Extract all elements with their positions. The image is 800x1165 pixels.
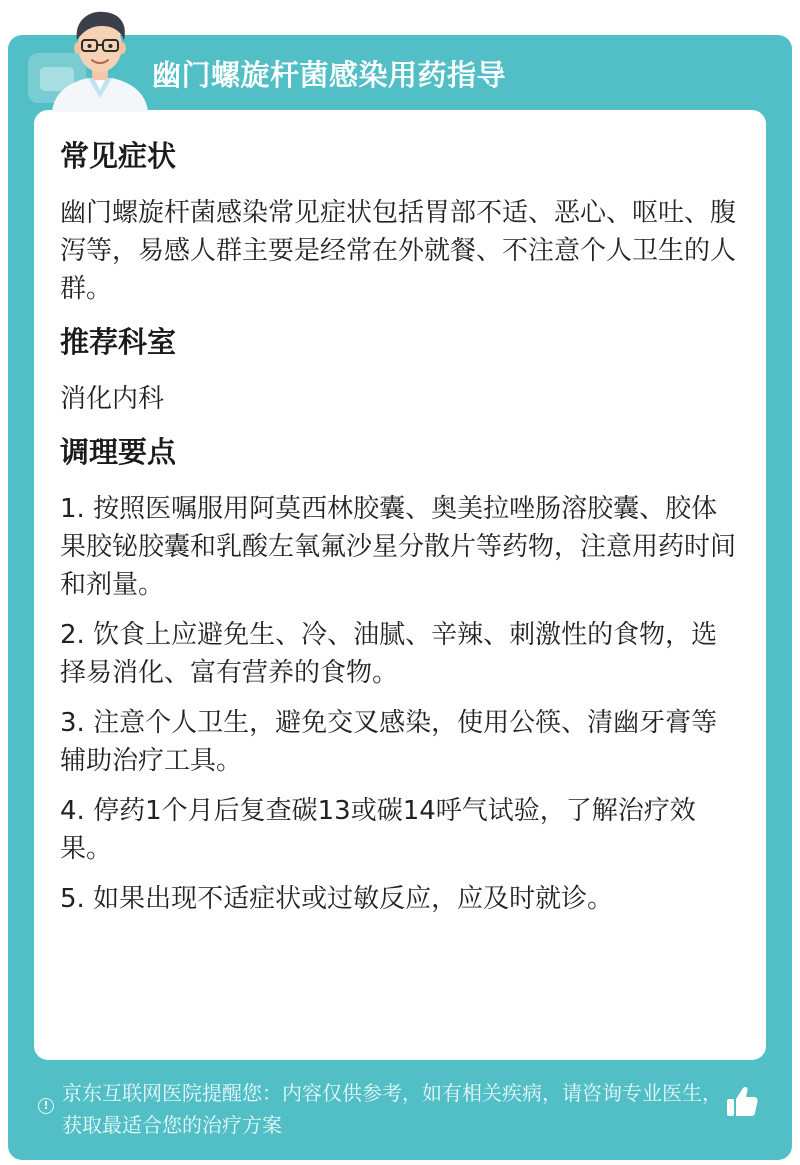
care-heading: 调理要点: [60, 435, 177, 469]
care-item-4: 4. 停药1个月后复查碳13或碳14呼气试验，了解治疗效果。: [60, 796, 696, 864]
care-item-5: 5. 如果出现不适症状或过敏反应，应及时就诊。: [60, 884, 614, 914]
symptoms-heading: 常见症状: [60, 139, 177, 173]
thumbs-up-icon[interactable]: [724, 1084, 760, 1120]
page-title: 幽门螺旋杆菌感染用药指导: [152, 58, 507, 92]
care-item-2: 2. 饮食上应避免生、冷、油腻、辛辣、刺激性的食物，选择易消化、富有营养的食物。: [60, 620, 718, 688]
department-heading: 推荐科室: [60, 325, 177, 359]
doctor-avatar-icon: [44, 6, 156, 112]
care-item-1: 1. 按照医嘱服用阿莫西林胶囊、奥美拉唑肠溶胶囊、胶体果胶铋胶囊和乳酸左氧氟沙星分散片等药物，注意用药时间和剂量。: [60, 494, 737, 600]
care-item-3: 3. 注意个人卫生，避免交叉感染，使用公筷、清幽牙膏等辅助治疗工具。: [60, 708, 718, 776]
disclaimer-text: 京东互联网医院提醒您：内容仅供参考，如有相关疾病，请咨询专业医生，获取最适合您的治疗方案: [62, 1081, 722, 1137]
info-icon: !: [38, 1098, 54, 1114]
department-text: 消化内科: [60, 384, 165, 414]
symptoms-text: 幽门螺旋杆菌感染常见症状包括胃部不适、恶心、呕吐、腹泻等，易感人群主要是经常在外就餐、不注意个人卫生的人群。: [60, 198, 737, 304]
content-panel: [34, 110, 766, 1060]
